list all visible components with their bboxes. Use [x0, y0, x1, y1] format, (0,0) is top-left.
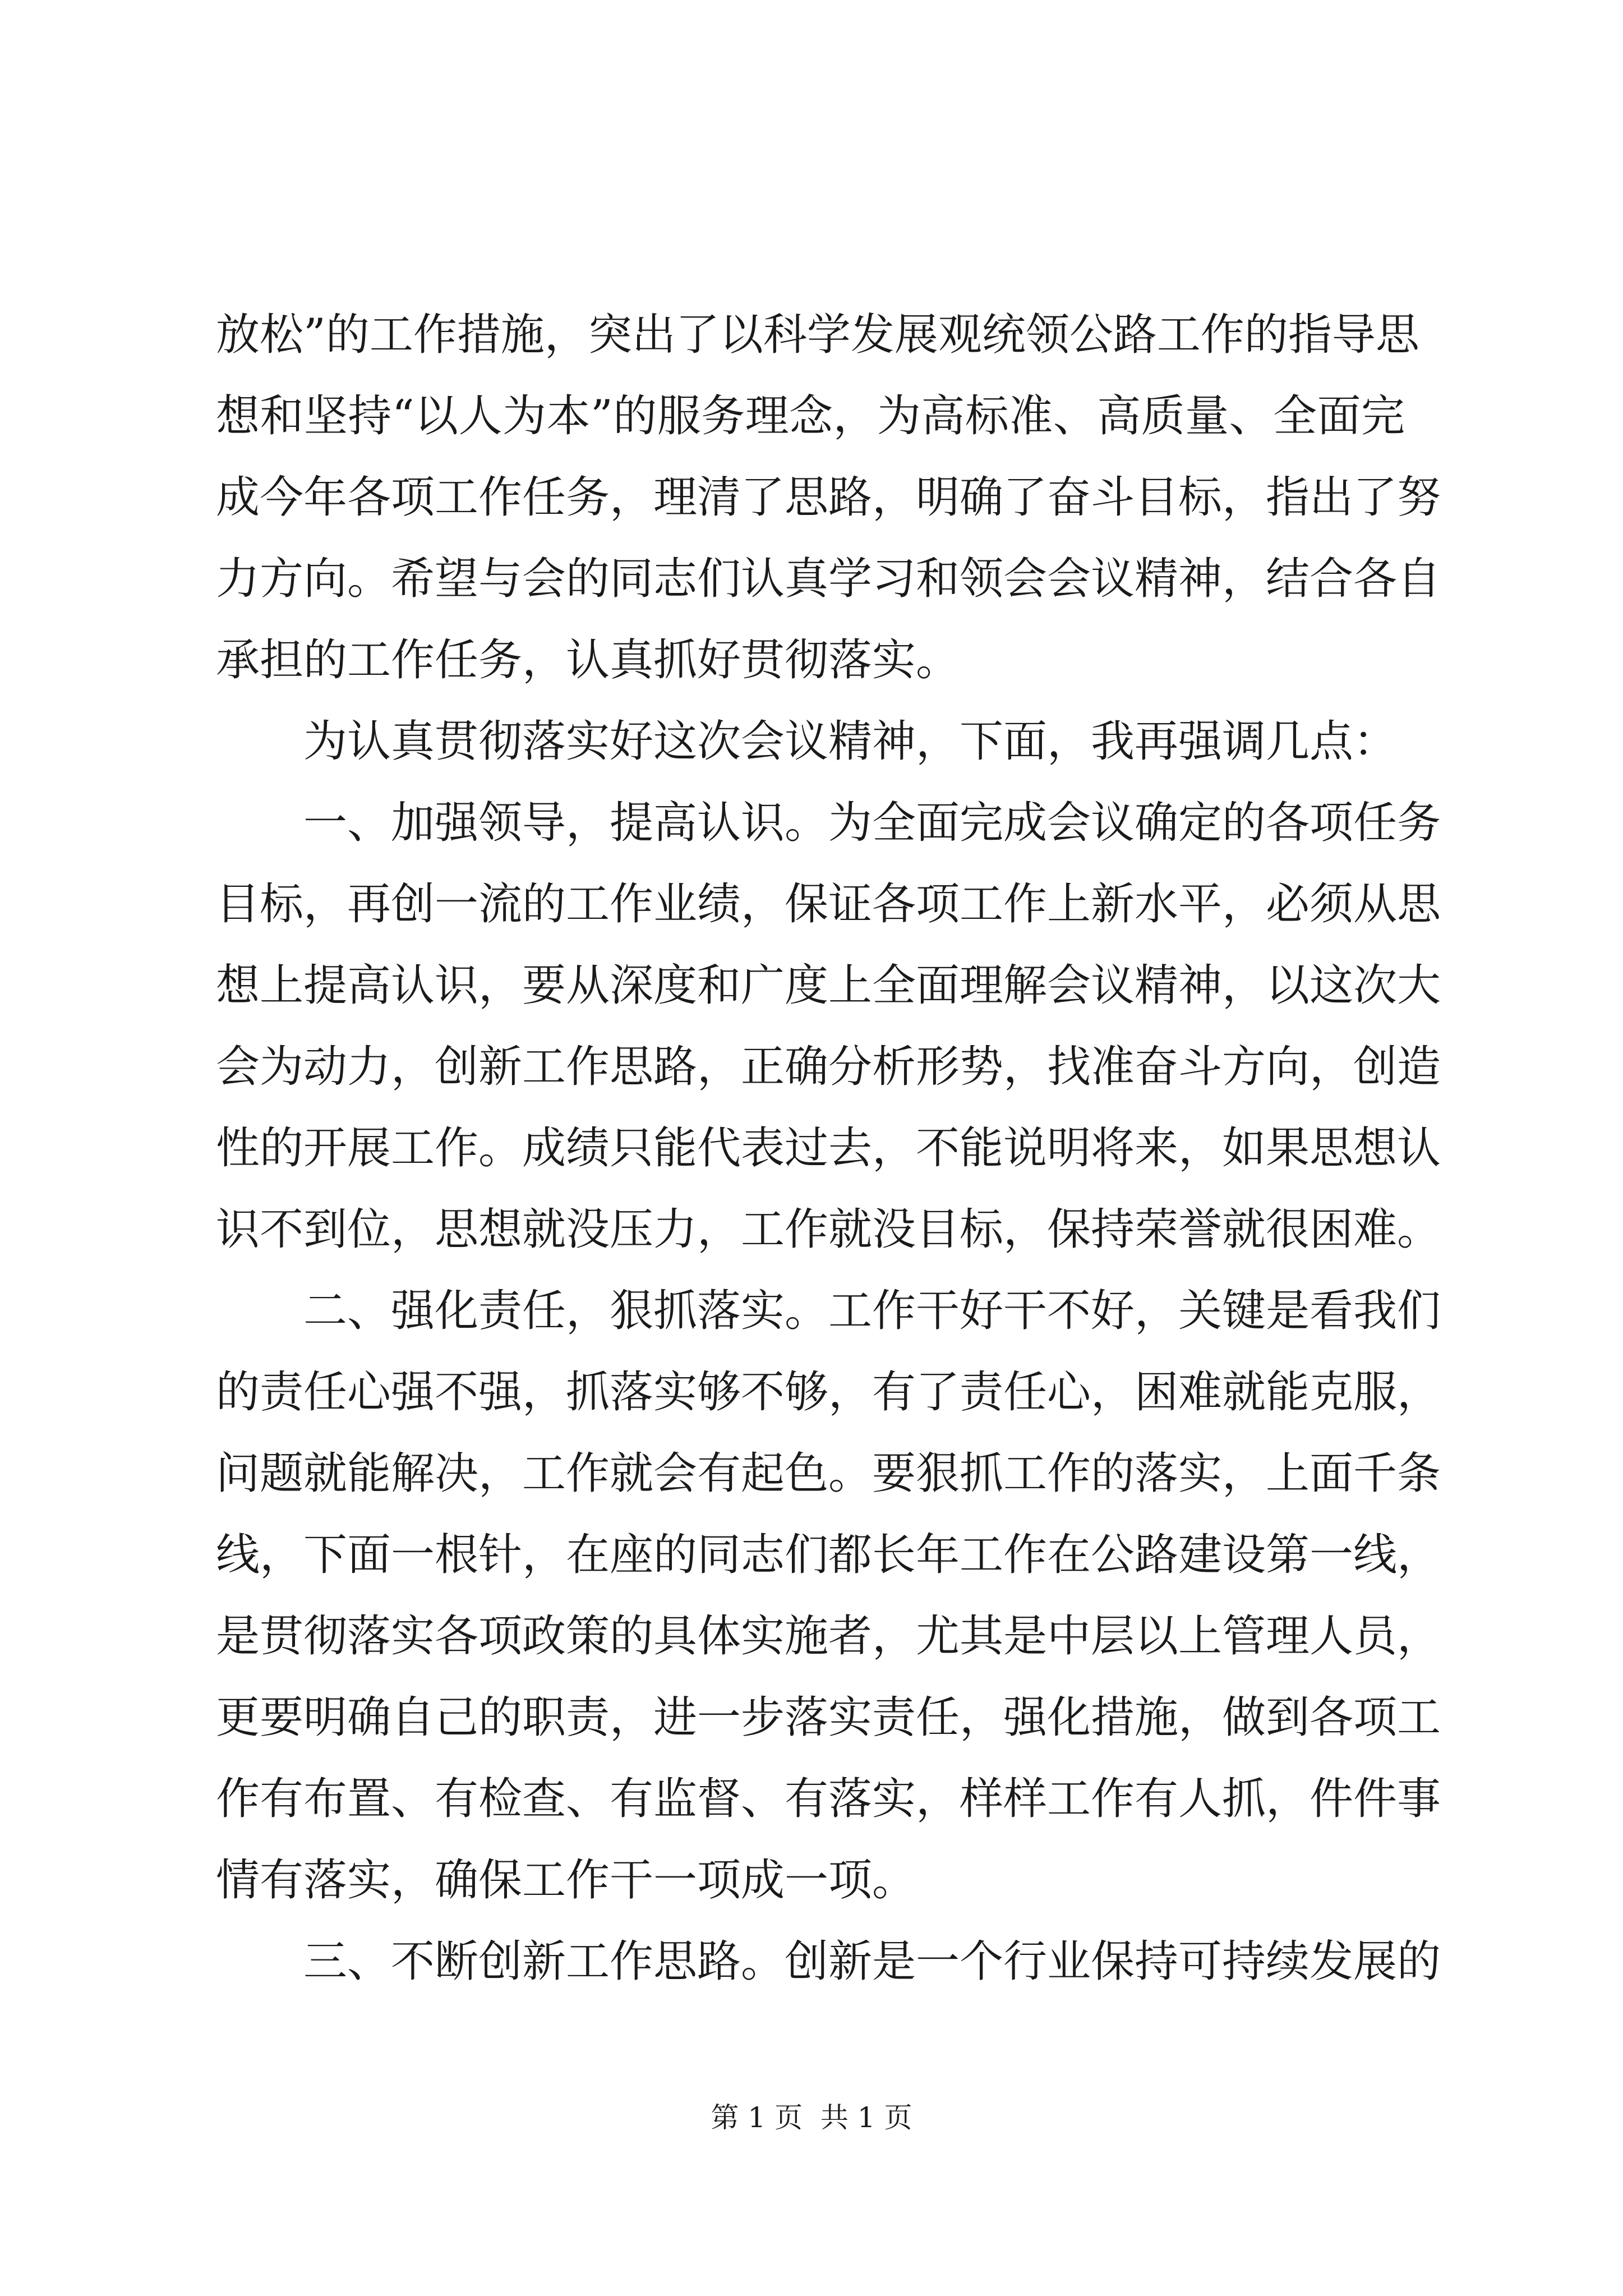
text-line: 识不到位，思想就没压力，工作就没目标，保持荣誉就很困难。: [216, 1204, 1441, 1255]
text-line: 线，下面一根针，在座的同志们都长年工作在公路建设第一线，: [216, 1530, 1441, 1580]
text-line: 性的开展工作。成绩只能代表过去，不能说明将来，如果思想认: [216, 1123, 1441, 1174]
text-line: 放松”的工作措施，突出了以科学发展观统领公路工作的指导思: [216, 310, 1419, 360]
text-line: 想上提高认识，要从深度和广度上全面理解会议精神，以这次大: [216, 960, 1441, 1011]
text-line: 力方向。希望与会的同志们认真学习和领会会议精神，结合各自: [216, 554, 1441, 604]
text-line: 问题就能解决，工作就会有起色。要狠抓工作的落实，上面千条: [216, 1448, 1441, 1499]
text-line: 想和坚持“以人为本”的服务理念，为高标准、高质量、全面完: [216, 391, 1405, 441]
text-line: 承担的工作任务，认真抓好贯彻落实。: [216, 635, 960, 685]
page-number-footer: 第 1 页 共 1 页: [711, 2101, 912, 2134]
text-line: 的责任心强不强，抓落实够不够，有了责任心，困难就能克服，: [216, 1367, 1441, 1418]
text-line: 是贯彻落实各项政策的具体实施者，尤其是中层以上管理人员，: [216, 1611, 1441, 1662]
section-heading-line: 三、不断创新工作思路。创新是一个行业保持可持续发展的: [303, 1936, 1441, 1987]
text-line: 情有落实，确保工作干一项成一项。: [216, 1855, 916, 1906]
text-line: 会为动力，创新工作思路，正确分析形势，找准奋斗方向，创造: [216, 1042, 1441, 1092]
text-line: 作有布置、有检查、有监督、有落实，样样工作有人抓，件件事: [216, 1774, 1441, 1824]
section-heading-line: 一、加强领导，提高认识。为全面完成会议确定的各项任务: [303, 798, 1441, 848]
document-body: [216, 295, 1441, 2003]
text-line: 成今年各项工作任务，理清了思路，明确了奋斗目标，指出了努: [216, 472, 1441, 523]
text-line: 目标，再创一流的工作业绩，保证各项工作上新水平，必须从思: [216, 879, 1441, 930]
paragraph-start-line: 为认真贯彻落实好这次会议精神，下面，我再强调几点：: [303, 716, 1398, 767]
section-heading-line: 二、强化责任，狠抓落实。工作干好干不好，关键是看我们: [303, 1286, 1441, 1336]
text-line: 更要明确自己的职责，进一步落实责任，强化措施，做到各项工: [216, 1692, 1441, 1743]
